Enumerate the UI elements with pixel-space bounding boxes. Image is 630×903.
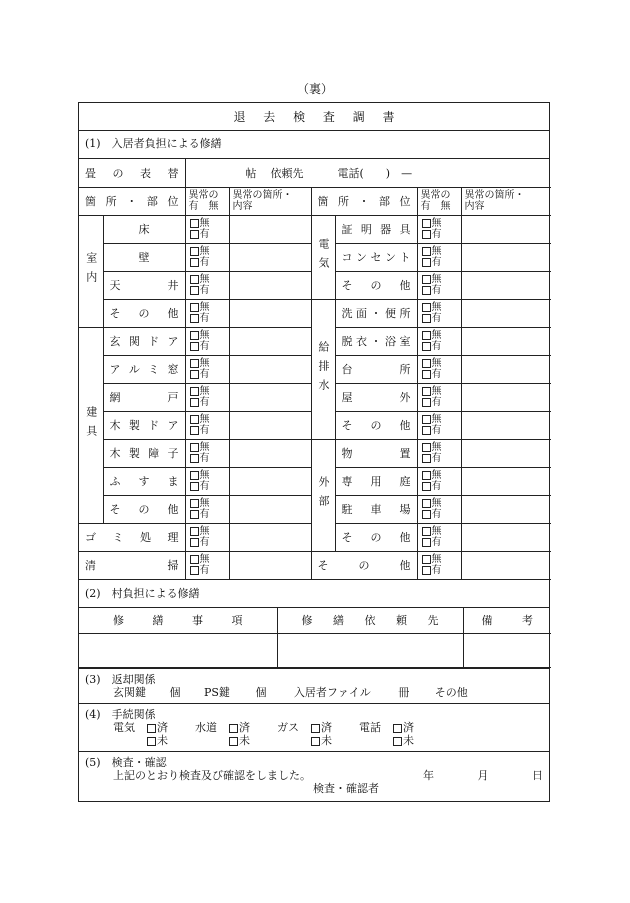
abnormal-check[interactable]: 無 有	[185, 467, 229, 495]
checkbox-none[interactable]	[190, 275, 199, 284]
checkbox-yes[interactable]	[190, 510, 199, 519]
abnormal-detail[interactable]	[229, 467, 311, 495]
place-item: ア ル ミ 窓	[103, 355, 185, 383]
checkbox-done[interactable]	[229, 724, 238, 733]
checkbox-none[interactable]	[422, 443, 431, 452]
repair-item-header: 修 繕 事 項	[79, 608, 277, 634]
abnormal-detail[interactable]	[229, 383, 311, 411]
place-item: そ の 他	[103, 299, 185, 327]
abnormal-detail[interactable]	[229, 243, 311, 271]
checkbox-yes[interactable]	[190, 370, 199, 379]
checkbox-none[interactable]	[190, 471, 199, 480]
abnormal-detail[interactable]	[461, 327, 551, 355]
place-item: 専 用 庭	[335, 467, 417, 495]
checkbox-none[interactable]	[190, 219, 199, 228]
place-item: 天 井	[103, 271, 185, 299]
abnormal-check[interactable]: 無 有	[417, 271, 461, 299]
place-item: 木 製 障 子	[103, 439, 185, 467]
procedure-item[interactable]: 水道 済 未	[195, 721, 250, 747]
abnormal-detail[interactable]	[461, 271, 551, 299]
checkbox-yes[interactable]	[422, 370, 431, 379]
abnormal-check[interactable]: 無 有	[185, 383, 229, 411]
remarks-header: 備 考	[463, 608, 551, 634]
section5-statement: 上記のとおり検査及び確認をしました。	[113, 769, 311, 782]
place-item: ふ す ま	[103, 467, 185, 495]
form-title: 退 去 検 査 調 書	[79, 103, 549, 131]
place-item: 物 置	[335, 439, 417, 467]
inspector-label: 検査・確認者	[313, 782, 379, 795]
place-item: 網 戸	[103, 383, 185, 411]
section3-return	[79, 668, 549, 704]
abnormal-detail[interactable]	[229, 439, 311, 467]
section5-inspection	[79, 752, 549, 801]
abnormal-detail[interactable]	[461, 215, 551, 243]
checkbox-yes[interactable]	[190, 482, 199, 491]
abnormal-check[interactable]: 無 有	[185, 243, 229, 271]
tatami-info[interactable]: 帖 依頼先 電話( ) —	[185, 159, 551, 187]
checkbox-notyet[interactable]	[147, 737, 156, 746]
abnormal-check[interactable]: 無 有	[417, 439, 461, 467]
abnormal-check[interactable]: 無 有	[417, 383, 461, 411]
checkbox-notyet[interactable]	[393, 737, 402, 746]
place-item: 玄 関 ド ア	[103, 327, 185, 355]
checkbox-yes[interactable]	[422, 538, 431, 547]
checkbox-none[interactable]	[422, 499, 431, 508]
checkbox-done[interactable]	[311, 724, 320, 733]
group-label: 室内	[79, 215, 103, 327]
group-label: 建具	[79, 327, 103, 523]
abnormal-detail[interactable]	[229, 411, 311, 439]
checkbox-none[interactable]	[422, 387, 431, 396]
procedure-item[interactable]: ガス 済 未	[277, 721, 332, 747]
place-item: そ の 他	[335, 411, 417, 439]
checkbox-done[interactable]	[147, 724, 156, 733]
place-item: そ の 他	[335, 523, 417, 551]
place-item: 洗 面 ・ 便 所	[335, 299, 417, 327]
place-item: そ の 他	[335, 271, 417, 299]
inspection-form	[78, 102, 550, 802]
abnormal-check[interactable]: 無 有	[185, 439, 229, 467]
abnormal-header: 異常の 有 無	[185, 187, 229, 215]
checkbox-none[interactable]	[190, 331, 199, 340]
place-item: 壁	[103, 243, 185, 271]
group-label: 電気	[311, 215, 335, 299]
detail-header: 異常の箇所・ 内容	[229, 187, 311, 215]
checkbox-notyet[interactable]	[311, 737, 320, 746]
abnormal-detail[interactable]	[229, 495, 311, 523]
abnormal-detail[interactable]	[461, 439, 551, 467]
abnormal-check[interactable]: 無 有	[417, 327, 461, 355]
abnormal-detail[interactable]	[461, 383, 551, 411]
checkbox-none[interactable]	[190, 303, 199, 312]
checkbox-none[interactable]	[190, 555, 199, 564]
checkbox-yes[interactable]	[190, 426, 199, 435]
checkbox-yes[interactable]	[422, 342, 431, 351]
checkbox-yes[interactable]	[422, 314, 431, 323]
abnormal-header: 異常の 有 無	[417, 187, 461, 215]
checkbox-none[interactable]	[190, 499, 199, 508]
checkbox-none[interactable]	[422, 415, 431, 424]
abnormal-check[interactable]: 無 有	[185, 495, 229, 523]
abnormal-detail[interactable]	[229, 215, 311, 243]
checkbox-none[interactable]	[422, 275, 431, 284]
abnormal-detail[interactable]	[229, 355, 311, 383]
remarks-cell[interactable]	[463, 634, 551, 668]
section4-heading: (4) 手続関係	[85, 708, 156, 721]
tatami-label: 畳 の 表 替	[79, 159, 185, 187]
checkbox-yes[interactable]	[190, 342, 199, 351]
checkbox-none[interactable]	[422, 331, 431, 340]
section2-table	[79, 608, 551, 669]
abnormal-detail[interactable]	[461, 467, 551, 495]
abnormal-check[interactable]: 無 有	[185, 355, 229, 383]
checkbox-none[interactable]	[422, 555, 431, 564]
abnormal-check[interactable]: 無 有	[417, 215, 461, 243]
place-item: コ ン セ ン ト	[335, 243, 417, 271]
place-item: 証 明 器 具	[335, 215, 417, 243]
section4-procedures	[79, 704, 549, 752]
checkbox-yes[interactable]	[190, 398, 199, 407]
checkbox-yes[interactable]	[422, 286, 431, 295]
abnormal-detail[interactable]	[229, 299, 311, 327]
checkbox-yes[interactable]	[422, 454, 431, 463]
checkbox-notyet[interactable]	[229, 737, 238, 746]
abnormal-detail[interactable]	[461, 411, 551, 439]
abnormal-check[interactable]: 無 有	[185, 411, 229, 439]
abnormal-check[interactable]: 無 有	[417, 467, 461, 495]
checkbox-none[interactable]	[190, 415, 199, 424]
checkbox-yes[interactable]	[190, 258, 199, 267]
procedure-item[interactable]: 電気 済 未	[113, 721, 168, 747]
checkbox-yes[interactable]	[190, 454, 199, 463]
place-item: そ の 他	[103, 495, 185, 523]
abnormal-detail[interactable]	[461, 299, 551, 327]
abnormal-detail[interactable]	[229, 327, 311, 355]
checkbox-yes[interactable]	[422, 510, 431, 519]
checkbox-yes[interactable]	[190, 230, 199, 239]
abnormal-detail[interactable]	[229, 271, 311, 299]
section2-heading: (2) 村負担による修繕	[79, 580, 549, 608]
place-item: 台 所	[335, 355, 417, 383]
place-item: 屋 外	[335, 383, 417, 411]
abnormal-detail[interactable]	[461, 551, 551, 579]
checkbox-yes[interactable]	[422, 482, 431, 491]
checkbox-none[interactable]	[422, 219, 431, 228]
abnormal-check[interactable]: 無 有	[185, 215, 229, 243]
abnormal-detail[interactable]	[229, 523, 311, 551]
abnormal-check[interactable]: 無 有	[185, 327, 229, 355]
checkbox-yes[interactable]	[422, 258, 431, 267]
abnormal-check[interactable]: 無 有	[417, 411, 461, 439]
place-item: そ の 他	[311, 551, 417, 579]
group-label: 給排水	[311, 299, 335, 439]
abnormal-check[interactable]: 無 有	[417, 523, 461, 551]
abnormal-detail[interactable]	[461, 355, 551, 383]
date-fields[interactable]: 年 月 日	[423, 769, 543, 782]
place-item: 脱 衣 ・ 浴 室	[335, 327, 417, 355]
abnormal-check[interactable]: 無 有	[185, 551, 229, 579]
section5-heading: (5) 検査・確認	[85, 756, 167, 769]
checkbox-yes[interactable]	[422, 426, 431, 435]
checkbox-yes[interactable]	[422, 566, 431, 575]
checkbox-none[interactable]	[422, 471, 431, 480]
repair-requester-cell[interactable]	[277, 634, 463, 668]
abnormal-check[interactable]: 無 有	[185, 299, 229, 327]
repair-requester-header: 修 繕 依 頼 先	[277, 608, 463, 634]
procedure-item[interactable]: 電話 済 未	[359, 721, 414, 747]
place-item: 清 掃	[79, 551, 185, 579]
place-item: 床	[103, 215, 185, 243]
abnormal-check[interactable]: 無 有	[417, 495, 461, 523]
repair-item-cell[interactable]	[79, 634, 277, 668]
section3-heading: (3) 返却関係	[85, 673, 156, 686]
checkbox-done[interactable]	[393, 724, 402, 733]
checkbox-none[interactable]	[190, 443, 199, 452]
abnormal-check[interactable]: 無 有	[185, 523, 229, 551]
place-header: 箇 所 ・ 部 位	[79, 187, 185, 215]
checkbox-yes[interactable]	[190, 538, 199, 547]
back-side-label: （裏）	[296, 82, 333, 96]
checkbox-none[interactable]	[190, 359, 199, 368]
abnormal-detail[interactable]	[229, 551, 311, 579]
detail-header: 異常の箇所・ 内容	[461, 187, 551, 215]
checkbox-none[interactable]	[422, 359, 431, 368]
section1-table	[79, 159, 551, 580]
checkbox-yes[interactable]	[190, 314, 199, 323]
abnormal-check[interactable]: 無 有	[185, 271, 229, 299]
abnormal-detail[interactable]	[461, 243, 551, 271]
checkbox-none[interactable]	[422, 303, 431, 312]
abnormal-check[interactable]: 無 有	[417, 551, 461, 579]
place-header: 箇 所 ・ 部 位	[311, 187, 417, 215]
checkbox-none[interactable]	[422, 247, 431, 256]
abnormal-detail[interactable]	[461, 523, 551, 551]
checkbox-yes[interactable]	[190, 286, 199, 295]
place-item: 駐 車 場	[335, 495, 417, 523]
checkbox-none[interactable]	[422, 527, 431, 536]
checkbox-none[interactable]	[190, 247, 199, 256]
group-label: 外部	[311, 439, 335, 551]
section3-line: 玄関鍵 個 PS鍵 個 入居者ファイル 冊 その他	[113, 686, 468, 699]
checkbox-none[interactable]	[190, 387, 199, 396]
place-item: ゴ ミ 処 理	[79, 523, 185, 551]
abnormal-check[interactable]: 無 有	[417, 355, 461, 383]
abnormal-check[interactable]: 無 有	[417, 299, 461, 327]
section1-heading: (1) 入居者負担による修繕	[79, 131, 549, 159]
abnormal-check[interactable]: 無 有	[417, 243, 461, 271]
checkbox-none[interactable]	[190, 527, 199, 536]
checkbox-yes[interactable]	[422, 398, 431, 407]
checkbox-yes[interactable]	[190, 566, 199, 575]
checkbox-yes[interactable]	[422, 230, 431, 239]
place-item: 木 製 ド ア	[103, 411, 185, 439]
abnormal-detail[interactable]	[461, 495, 551, 523]
